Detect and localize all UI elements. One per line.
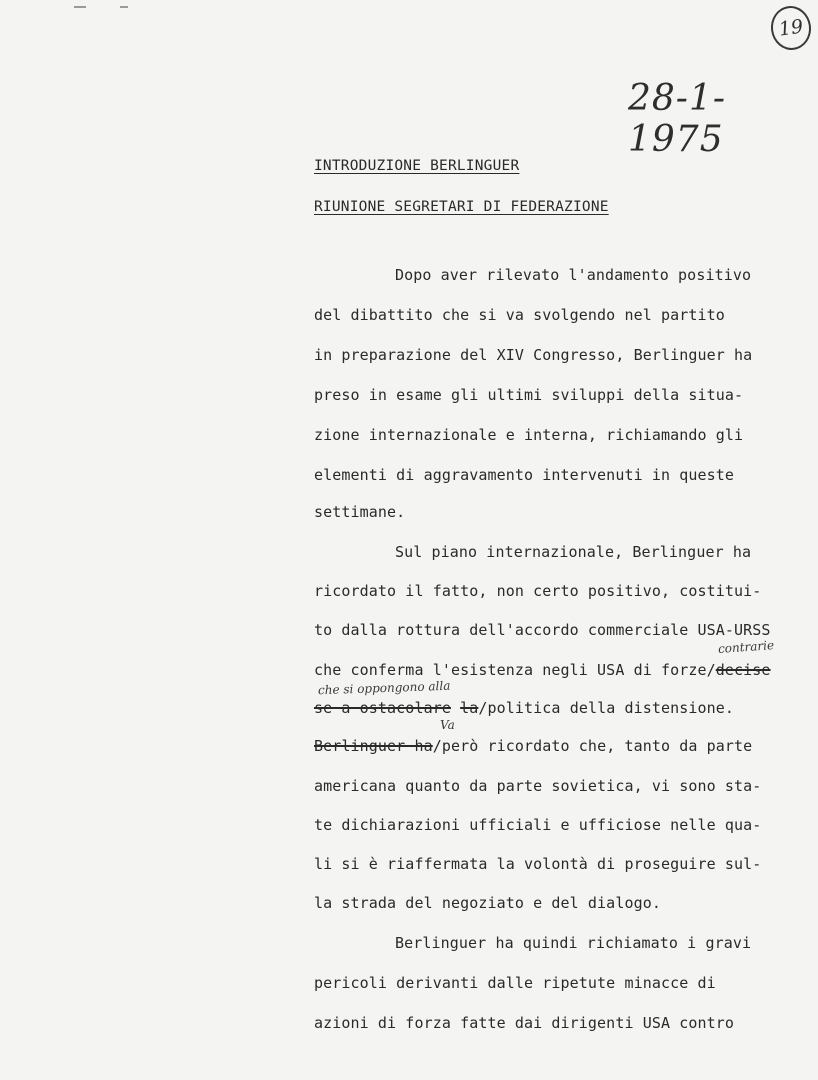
struck-text: la <box>460 699 479 717</box>
struck-text: Berlinguer ha <box>314 737 433 755</box>
slash-mark: / <box>478 699 488 717</box>
document-subtitle: RIUNIONE SEGRETARI DI FEDERAZIONE <box>314 199 609 215</box>
text-line: li si è riaffermata la volontà di proseguire sul- <box>314 855 762 873</box>
text-line: to dalla rottura dell'accordo commerciale USA-URSS <box>314 621 771 639</box>
text-line: te dichiarazioni ufficiali e ufficiose nelle qua- <box>314 816 762 834</box>
text-line-with-edit: Berlinguer ha/però ricordato che, tanto da parte <box>314 737 753 755</box>
scan-mark <box>120 6 128 8</box>
text-line: pericoli derivanti dalle ripetute minacce di <box>314 974 716 992</box>
text-line: americana quanto da parte sovietica, vi sono sta- <box>314 777 762 795</box>
slash-mark: / <box>432 737 442 755</box>
text-line: del dibattito che si va svolgendo nel partito <box>314 306 725 324</box>
handwritten-insertion: contrarie <box>717 638 775 656</box>
text-line: settimane. <box>314 503 406 521</box>
handwritten-insertion: Va <box>440 718 455 732</box>
text-line-with-edit: se a ostacolare la/politica della distensione. <box>314 699 735 717</box>
text-line: la strada del negoziato e del dialogo. <box>314 894 661 912</box>
text-line: azioni di forza fatte dai dirigenti USA contro <box>314 1014 735 1032</box>
page-number-stamp: 19 <box>768 3 814 52</box>
handwritten-insertion: che si oppongono alla <box>317 678 451 698</box>
document-title: INTRODUZIONE BERLINGUER <box>314 158 520 174</box>
text-line: elementi di aggravamento intervenuti in queste <box>314 466 735 484</box>
text-line: preso in esame gli ultimi sviluppi della situa- <box>314 386 744 404</box>
text-line: Dopo aver rilevato l'andamento positivo <box>395 266 752 284</box>
text-line-with-edit: che conferma l'esistenza negli USA di forze/decise <box>314 661 771 679</box>
handwritten-date: 28-1-1975 <box>628 78 727 160</box>
text-line: in preparazione del XIV Congresso, Berlinguer ha <box>314 346 753 364</box>
text-line: Sul piano internazionale, Berlinguer ha <box>395 543 752 561</box>
scan-mark <box>74 6 86 8</box>
slash-mark: / <box>706 661 716 679</box>
text-line: Berlinguer ha quindi richiamato i gravi <box>395 934 752 952</box>
struck-text: se a ostacolare <box>314 699 451 717</box>
struck-text: decise <box>715 661 771 679</box>
text-line: zione internazionale e interna, richiamando gli <box>314 426 744 444</box>
text-line: ricordato il fatto, non certo positivo, costitui- <box>314 582 762 600</box>
